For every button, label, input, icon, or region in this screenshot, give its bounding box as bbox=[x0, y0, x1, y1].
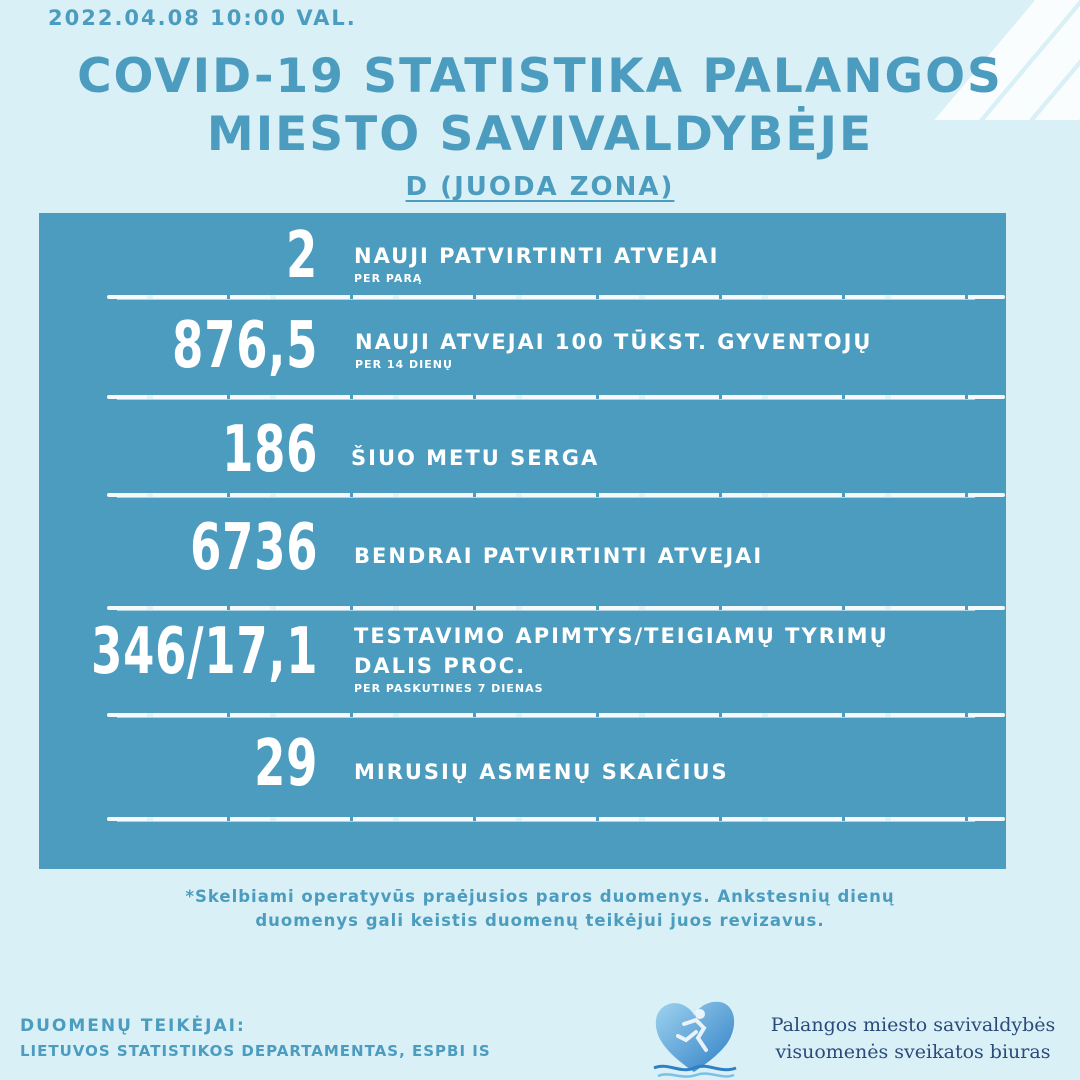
stat-value: 186 bbox=[221, 413, 318, 487]
stat-value: 6736 bbox=[189, 511, 318, 585]
footnote-line-1: *Skelbiami operatyvūs praėjusios paros duomenys. Ankstesnių dienų bbox=[185, 887, 895, 906]
stats-panel bbox=[39, 213, 1006, 869]
page-title bbox=[0, 48, 1080, 164]
report-datetime: 2022.04.08 10:00 VAL. bbox=[48, 6, 357, 30]
stat-label bbox=[354, 241, 719, 287]
organization-name bbox=[748, 1012, 1078, 1066]
stat-label-text: ŠIUO METU SERGA bbox=[351, 446, 600, 470]
divider bbox=[107, 395, 1005, 399]
sources-text: LIETUVOS STATISTIKOS DEPARTAMENTAS, ESPBI IS bbox=[20, 1042, 491, 1060]
sources-title: DUOMENŲ TEIKĖJAI: bbox=[20, 1016, 246, 1036]
divider bbox=[107, 606, 1005, 610]
divider bbox=[107, 295, 1005, 299]
stat-label bbox=[355, 327, 872, 373]
stat-label bbox=[354, 621, 889, 697]
footnote bbox=[0, 885, 1080, 933]
stat-label bbox=[354, 757, 729, 787]
stat-sublabel: PER PARĄ bbox=[354, 272, 423, 285]
stat-sublabel: PER 14 DIENŲ bbox=[355, 358, 453, 371]
divider bbox=[107, 713, 1005, 717]
divider bbox=[107, 817, 1005, 821]
organization-line-2: visuomenės sveikatos biuras bbox=[775, 1041, 1051, 1063]
footnote-line-2: duomenys gali keistis duomenų teikėjui juos revizavus. bbox=[255, 911, 825, 930]
stat-value: 876,5 bbox=[172, 309, 318, 383]
stat-label bbox=[354, 541, 763, 571]
stat-label bbox=[351, 443, 599, 473]
stat-sublabel: PER PASKUTINES 7 DIENAS bbox=[354, 682, 544, 695]
stat-label-text: TESTAVIMO APIMTYS/TEIGIAMŲ TYRIMŲ bbox=[354, 624, 889, 648]
stat-label-text: NAUJI PATVIRTINTI ATVEJAI bbox=[354, 244, 720, 268]
stat-label-text-2: DALIS PROC. bbox=[354, 654, 527, 678]
title-line-2: MIESTO SAVIVALDYBĖJE bbox=[206, 107, 874, 162]
organization-line-1: Palangos miesto savivaldybės bbox=[770, 1014, 1056, 1036]
stat-value: 29 bbox=[253, 727, 318, 801]
stat-label-text: NAUJI ATVEJAI 100 TŪKST. GYVENTOJŲ bbox=[355, 330, 873, 354]
health-bureau-logo-icon bbox=[648, 994, 740, 1080]
stat-label-text: MIRUSIŲ ASMENŲ SKAIČIUS bbox=[354, 760, 729, 784]
stat-value: 346/17,1 bbox=[90, 615, 318, 689]
stat-label-text: BENDRAI PATVIRTINTI ATVEJAI bbox=[354, 544, 764, 568]
title-line-1: COVID-19 STATISTIKA PALANGOS bbox=[77, 49, 1003, 104]
divider bbox=[107, 493, 1005, 497]
stat-value: 2 bbox=[285, 219, 318, 293]
zone-label: D (JUODA ZONA) bbox=[405, 172, 675, 202]
